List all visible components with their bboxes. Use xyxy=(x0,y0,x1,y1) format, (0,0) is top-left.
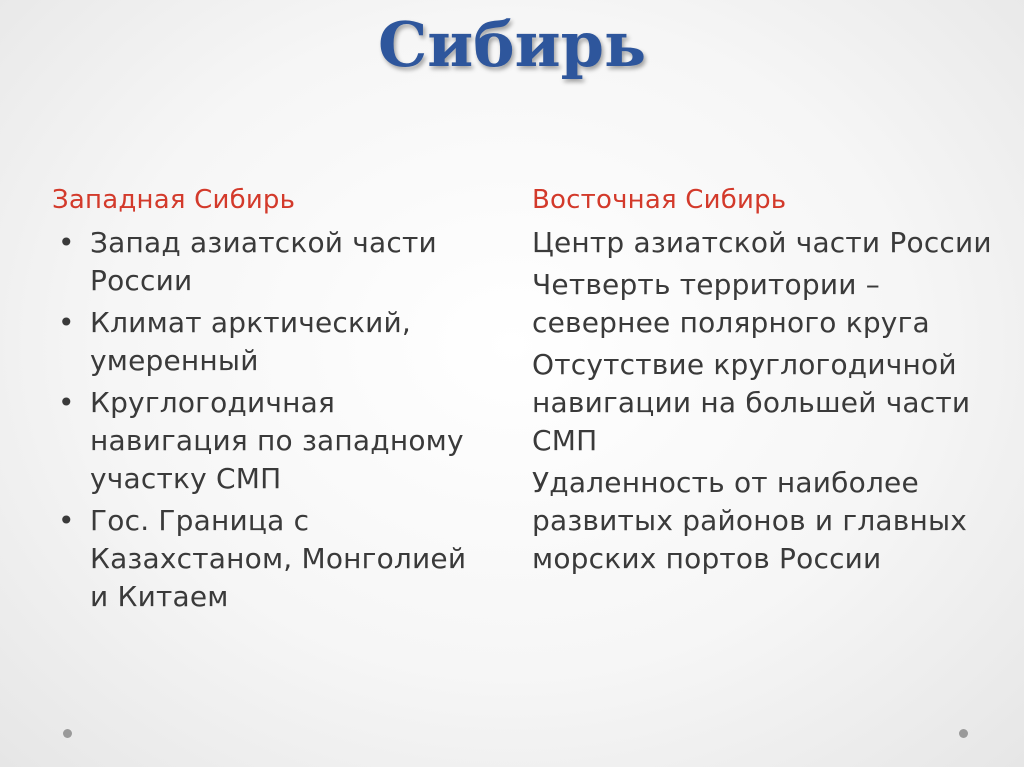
list-item: Четверть территории – севернее полярного круга xyxy=(532,268,930,339)
slide-title: Сибирь xyxy=(377,8,647,81)
bullet-icon: • xyxy=(58,226,75,259)
west-siberia-column xyxy=(52,180,482,620)
list-item-text: Запад азиатской части России xyxy=(90,226,437,297)
list-item: Центр азиатской части России xyxy=(532,226,992,259)
list-item-text: Круглогодичная навигация по западному участку СМП xyxy=(90,386,464,495)
list-item-text: Климат арктический, умеренный xyxy=(90,306,411,377)
east-siberia-list xyxy=(532,224,1002,578)
west-siberia-heading: Западная Сибирь xyxy=(52,185,296,215)
list-item xyxy=(52,224,482,300)
east-siberia-column xyxy=(532,180,1002,582)
bullet-icon: • xyxy=(58,386,75,419)
list-item xyxy=(52,384,482,498)
bullet-icon: • xyxy=(58,306,75,339)
next-slide-dot[interactable] xyxy=(959,729,968,738)
west-siberia-list xyxy=(52,224,482,616)
list-item-text: Гос. Граница с Казахстаном, Монголией и Китаем xyxy=(90,504,467,613)
east-siberia-heading: Восточная Сибирь xyxy=(532,185,787,215)
list-item xyxy=(52,304,482,380)
previous-slide-dot[interactable] xyxy=(63,729,72,738)
bullet-icon: • xyxy=(58,504,75,537)
list-item: Отсутствие круглогодичной навигации на большей части СМП xyxy=(532,348,971,457)
list-item xyxy=(52,502,482,616)
list-item: Удаленность от наиболее развитых районов и главных морских портов России xyxy=(532,466,968,575)
